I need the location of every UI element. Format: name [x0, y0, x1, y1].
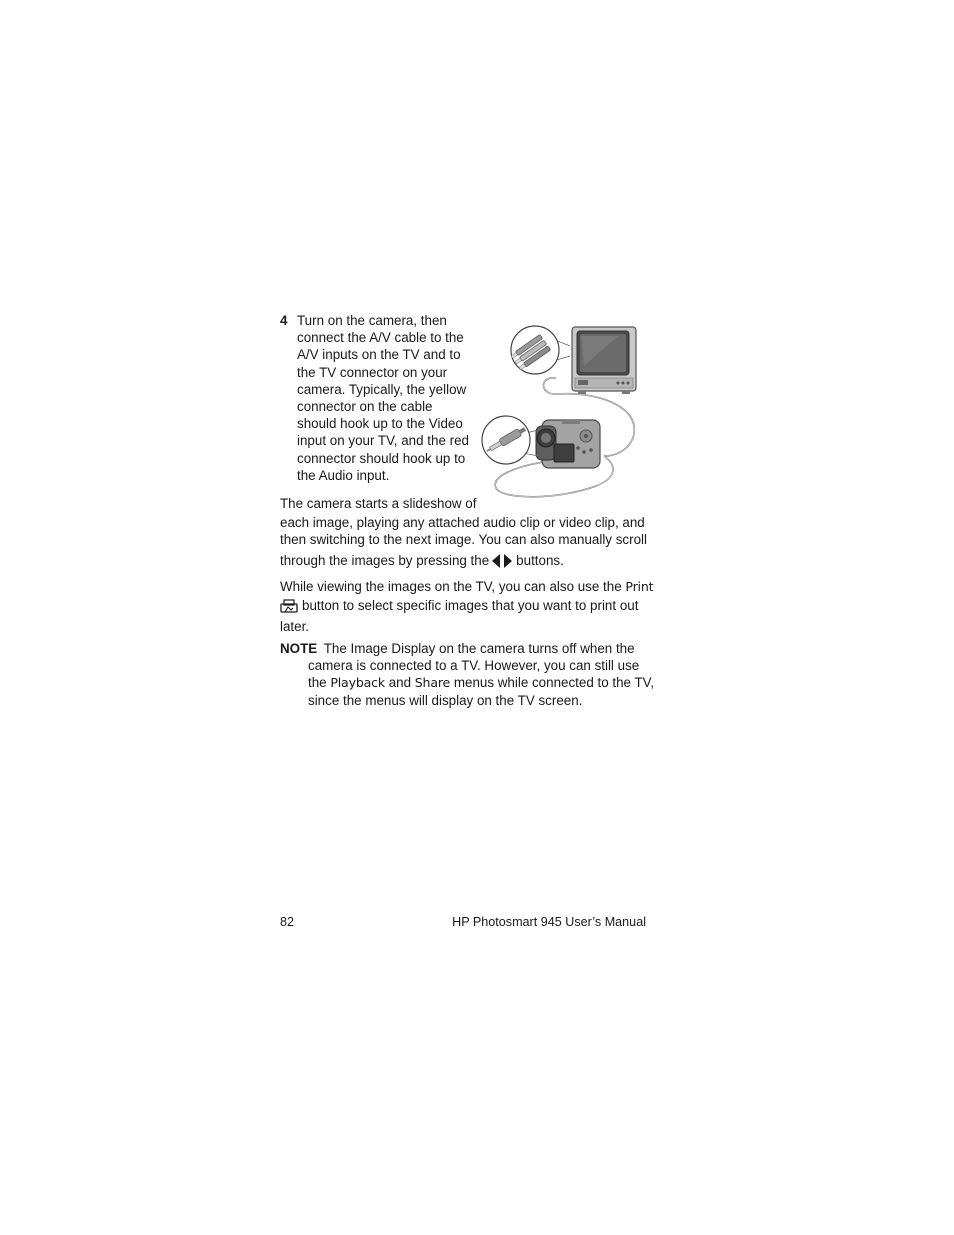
note-line — [280, 674, 655, 691]
paragraph-text: buttons. — [516, 552, 564, 568]
paragraph-text: through the images by pressing the — [280, 552, 490, 568]
step-line: connector should hook up to — [297, 450, 466, 466]
av-plugs-callout — [510, 326, 570, 374]
note-label: NOTE — [280, 641, 318, 656]
step-number: 4 — [280, 313, 288, 328]
camera-tv-connection-illustration — [478, 316, 644, 502]
step-line: A/V inputs on the TV and to — [297, 347, 461, 363]
note-text: and — [388, 675, 412, 691]
note-text: menus while connected to the TV, — [453, 675, 655, 691]
step-line: Turn on the camera, then — [297, 313, 447, 328]
print-button-label: Print — [625, 579, 654, 594]
note-text: The Image Display on the camera turns off when the — [323, 641, 635, 656]
paragraph-line — [280, 597, 648, 618]
paragraph-line: each image, playing any attached audio clip or video clip, and — [280, 515, 645, 531]
step-line: the Audio input. — [297, 467, 390, 483]
paragraph-text: While viewing the images on the TV, you can also use the — [280, 579, 622, 594]
camera-image — [536, 420, 600, 468]
share-menu-label: Share — [414, 675, 451, 691]
note-text: the — [308, 675, 327, 691]
note-line — [280, 640, 652, 657]
left-right-arrows-icon — [491, 553, 513, 573]
paragraph-line — [280, 578, 654, 595]
step-line: connector on the cable — [297, 399, 433, 415]
slideshow-paragraph — [280, 495, 648, 573]
paragraph-line — [280, 552, 648, 573]
note-line: since the menus will display on the TV screen. — [308, 692, 583, 708]
note-block — [280, 640, 655, 709]
step-line: should hook up to the Video — [297, 416, 463, 432]
tv-image — [572, 327, 636, 394]
print-paragraph — [280, 578, 654, 636]
paragraph-line: later. — [280, 619, 310, 635]
page-number: 82 — [280, 915, 295, 929]
print-icon — [280, 599, 298, 618]
paragraph-line: The camera starts a slideshow of — [280, 496, 477, 511]
paragraph-line: then switching to the next image. You can also manually scroll — [280, 532, 647, 548]
paragraph-text: button to select specific images that you want to print out — [302, 598, 639, 614]
note-line: camera is connected to a TV. However, you can still use — [308, 658, 640, 674]
step-line: the TV connector on your — [297, 364, 448, 380]
step-text — [297, 312, 477, 484]
camera-plug-callout — [482, 416, 538, 464]
playback-menu-label: Playback — [330, 675, 385, 691]
step-line: camera. Typically, the yellow — [297, 381, 467, 397]
manual-title: HP Photosmart 945 User’s Manual — [452, 915, 646, 929]
step-line: input on your TV, and the red — [297, 433, 469, 449]
step-line: connect the A/V cable to the — [297, 330, 464, 346]
